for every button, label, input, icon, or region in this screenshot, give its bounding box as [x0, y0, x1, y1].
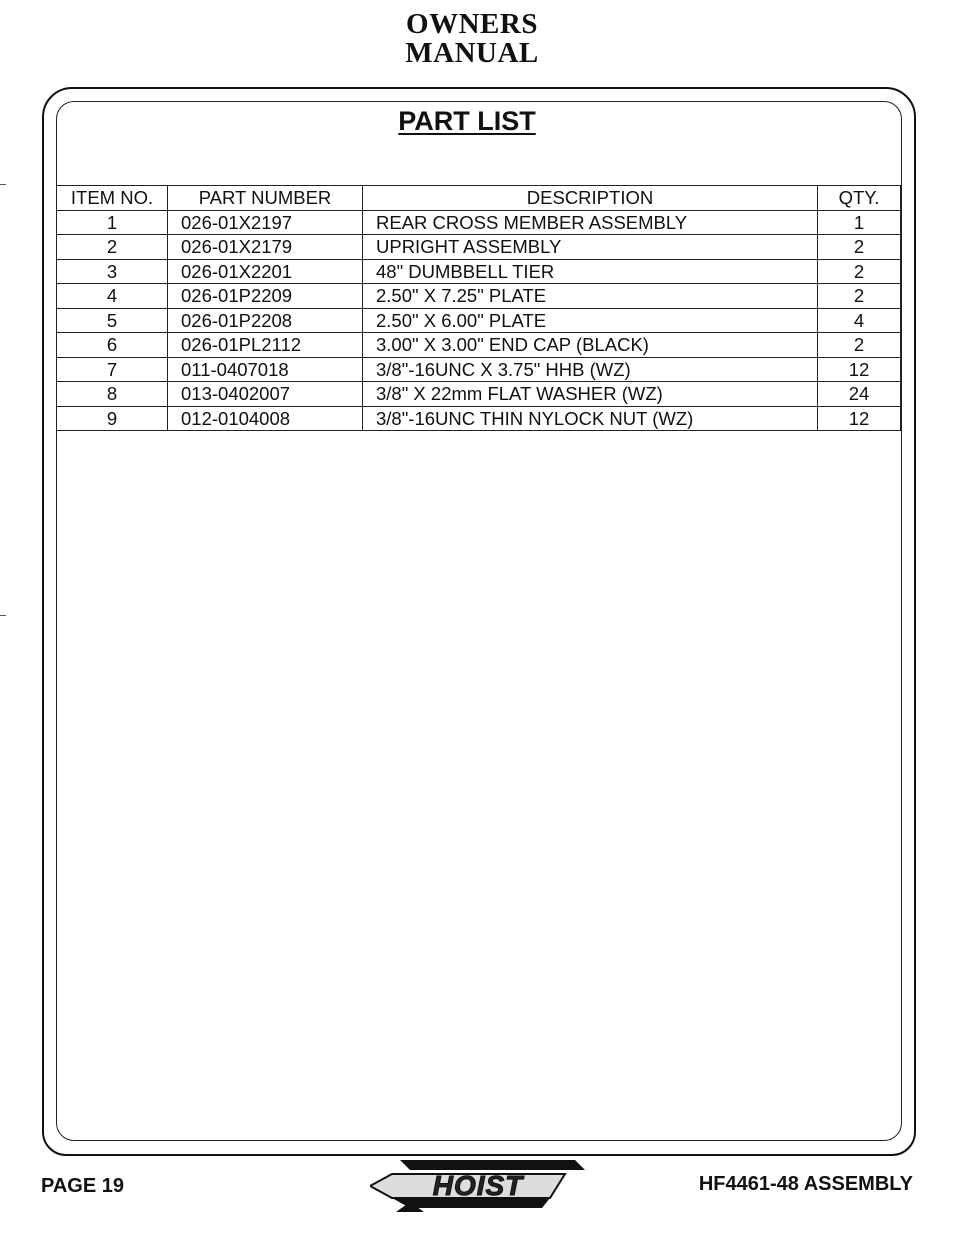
- logo-text: HOIST: [432, 1170, 524, 1201]
- qty-cell: 1: [818, 210, 901, 235]
- table-row: [57, 406, 901, 431]
- description-cell: 2.50" X 6.00" PLATE: [363, 308, 818, 333]
- description-cell: 2.50" X 7.25" PLATE: [363, 284, 818, 309]
- table-row: [57, 382, 901, 407]
- column-header-qty: QTY.: [818, 186, 901, 211]
- item-no-cell: 8: [57, 382, 168, 407]
- part-number-cell: 026-01P2208: [168, 308, 363, 333]
- header-line-1: OWNERS: [406, 8, 538, 40]
- table-row: [57, 235, 901, 260]
- part-number-cell: 026-01P2209: [168, 284, 363, 309]
- table-row: [57, 308, 901, 333]
- qty-cell: 24: [818, 382, 901, 407]
- item-no-cell: 6: [57, 333, 168, 358]
- qty-cell: 12: [818, 406, 901, 431]
- item-no-cell: 3: [57, 259, 168, 284]
- qty-cell: 2: [818, 235, 901, 260]
- item-no-cell: 9: [57, 406, 168, 431]
- manual-header: [0, 10, 944, 68]
- part-number-cell: 012-0104008: [168, 406, 363, 431]
- description-cell: 3/8" X 22mm FLAT WASHER (WZ): [363, 382, 818, 407]
- item-no-cell: 1: [57, 210, 168, 235]
- table-row: [57, 284, 901, 309]
- page-number: PAGE 19: [41, 1175, 124, 1197]
- item-no-cell: 4: [57, 284, 168, 309]
- document-title: HF4461-48 ASSEMBLY: [698, 1173, 913, 1195]
- table-row: [57, 333, 901, 358]
- table-row: [57, 357, 901, 382]
- column-header-item-no: ITEM NO.: [57, 186, 168, 211]
- table-row: [57, 259, 901, 284]
- qty-cell: 2: [818, 284, 901, 309]
- description-cell: REAR CROSS MEMBER ASSEMBLY: [363, 210, 818, 235]
- description-cell: 3/8"-16UNC X 3.75" HHB (WZ): [363, 357, 818, 382]
- column-header-description: DESCRIPTION: [363, 186, 818, 211]
- description-cell: 48" DUMBBELL TIER: [363, 259, 818, 284]
- table-header-row: [57, 186, 901, 211]
- part-number-cell: 026-01X2179: [168, 235, 363, 260]
- part-list-title: PART LIST: [398, 106, 536, 136]
- part-number-cell: 026-01X2197: [168, 210, 363, 235]
- column-header-part-number: PART NUMBER: [168, 186, 363, 211]
- part-number-cell: 026-01X2201: [168, 259, 363, 284]
- qty-cell: 2: [818, 259, 901, 284]
- item-no-cell: 7: [57, 357, 168, 382]
- part-number-cell: 011-0407018: [168, 357, 363, 382]
- item-no-cell: 2: [57, 235, 168, 260]
- description-cell: UPRIGHT ASSEMBLY: [363, 235, 818, 260]
- part-number-cell: 026-01PL2112: [168, 333, 363, 358]
- description-cell: 3.00" X 3.00" END CAP (BLACK): [363, 333, 818, 358]
- description-cell: 3/8"-16UNC THIN NYLOCK NUT (WZ): [363, 406, 818, 431]
- header-line-2: MANUAL: [405, 37, 539, 69]
- part-number-cell: 013-0402007: [168, 382, 363, 407]
- parts-table: [56, 185, 901, 431]
- margin-tick-mark: [0, 615, 6, 616]
- qty-cell: 4: [818, 308, 901, 333]
- margin-tick-mark: [0, 184, 6, 185]
- table-row: [57, 210, 901, 235]
- qty-cell: 12: [818, 357, 901, 382]
- qty-cell: 2: [818, 333, 901, 358]
- item-no-cell: 5: [57, 308, 168, 333]
- hoist-logo: [370, 1156, 585, 1216]
